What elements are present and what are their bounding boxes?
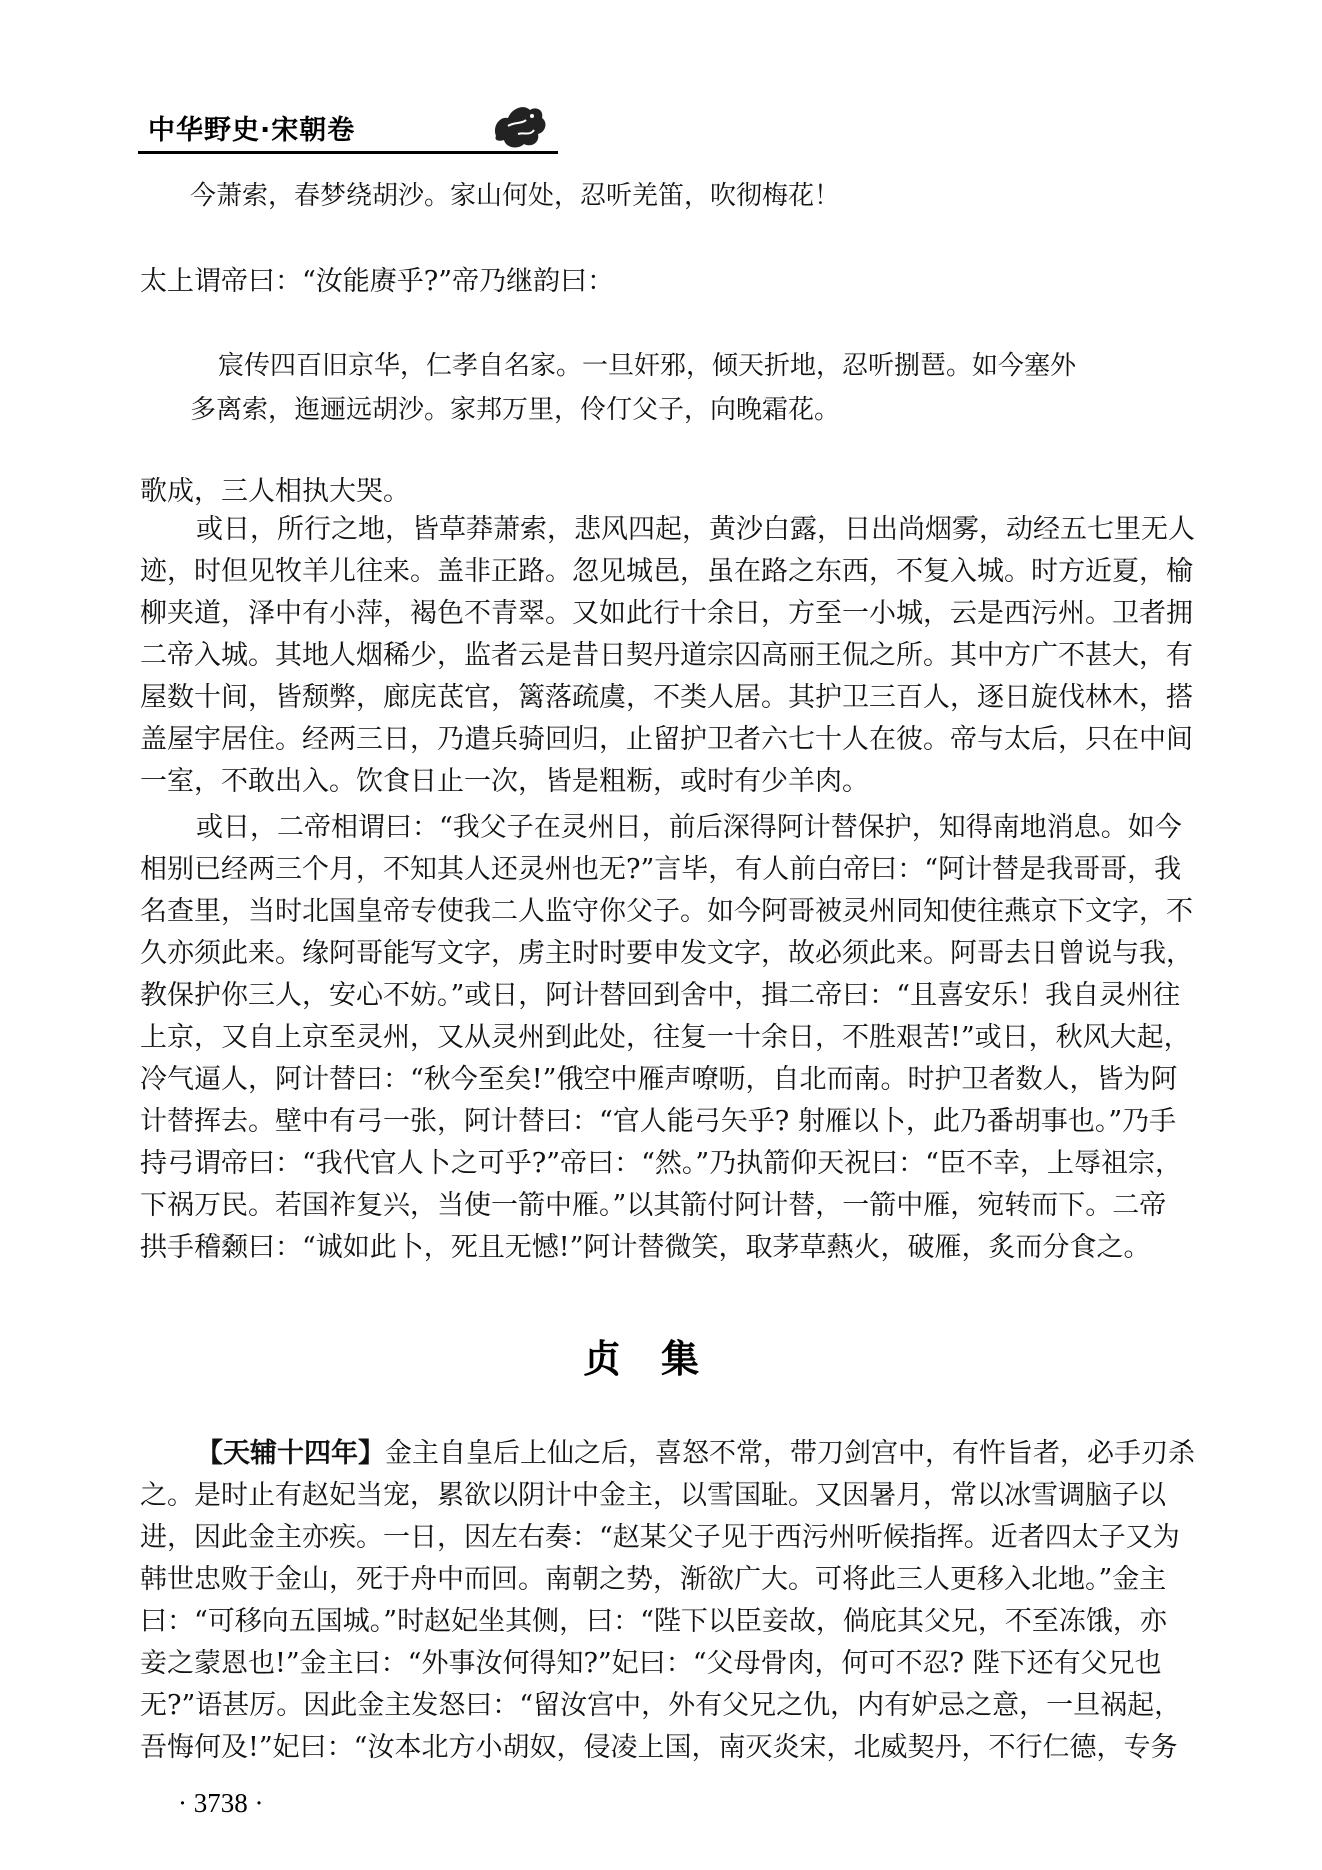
text-line: 拱手稽颡曰：“诚如此卜，死且无憾!”阿计替微笑，取茅草爇火，破雁，炙而分食之。 bbox=[140, 1232, 1151, 1263]
text-line: 盖屋宇居住。经两三日，乃遣兵骑回归，止留护卫者六七十人在彼。帝与太后，只在中间 bbox=[140, 724, 1193, 755]
after-poem-line: 歌成，三人相执大哭。 bbox=[140, 476, 410, 507]
page-number: · 3738 · bbox=[178, 1788, 264, 1818]
text-line: 迹，时但见牧羊儿往来。盖非正路。忽见城邑，虽在路之东西，不复入城。时方近夏，榆 bbox=[140, 556, 1193, 587]
text-line: 计替挥去。壁中有弓一张，阿计替曰：“官人能弓矢乎? 射雁以卜，此乃番胡事也。”乃手 bbox=[140, 1106, 1177, 1137]
poem-tail-line: 今萧索，春梦绕胡沙。家山何处，忍听羌笛，吹彻梅花！ bbox=[190, 181, 841, 211]
poem-line: 多离索，迤逦远胡沙。家邦万里，伶仃父子，向晚霜花。 bbox=[190, 395, 841, 425]
poem-line: 宸传四百旧京华，仁孝自名家。一旦奸邪，倾天折地，忍听捌琶。如今塞外 bbox=[218, 351, 1077, 381]
running-header bbox=[138, 96, 558, 160]
text-line-rest: 金主自皇后上仙之后，喜怒不常，带刀剑宫中，有忤旨者，必手刃杀 bbox=[385, 1438, 1195, 1469]
text-line: 柳夹道，泽中有小萍，褐色不青翠。又如此行十余日，方至一小城，云是西污州。卫者拥 bbox=[140, 598, 1193, 629]
text-line: 妾之蒙恩也!”金主曰：“外事汝何得知?”妃曰：“父母骨肉，何可不忍? 陛下还有父兄也 bbox=[140, 1648, 1162, 1679]
text-line: 进，因此金主亦疾。一日，因左右奏：“赵某父子见于西污州听候指挥。近者四太子又为 bbox=[140, 1522, 1180, 1553]
text-line: 相别已经两三个月，不知其人还灵州也无?”言毕，有人前白帝曰：“阿计替是我哥哥，我 bbox=[140, 854, 1182, 885]
text-line: 名查里，当时北国皇帝专使我二人监守你父子。如今阿哥被灵州同知使往燕京下文字，不 bbox=[140, 896, 1193, 927]
dragon-emblem-icon bbox=[488, 96, 550, 152]
section-title: 贞集 bbox=[582, 1337, 739, 1381]
text-line: 久亦须此来。缘阿哥能写文字，虏主时时要申发文字，故必须此来。阿哥去日曾说与我， bbox=[140, 938, 1193, 969]
text-line: 上京，又自上京至灵州，又从灵州到此处，往复一十余日，不胜艰苦!”或日，秋风大起， bbox=[140, 1022, 1191, 1053]
text-line: 曰：“可移向五国城。”时赵妃坐其侧，曰：“陛下以臣妾故，倘庇其父兄，不至冻饿，亦 bbox=[140, 1606, 1167, 1637]
intro-line: 太上谓帝曰：“汝能赓乎?”帝乃继韵曰： bbox=[140, 266, 615, 297]
text-line: 屋数十间，皆颓弊，廊庑茋官，篱落疏虞，不类人居。其护卫三百人，逐日旋伐林木，搭 bbox=[140, 682, 1193, 713]
text-line: 下祸万民。若国祚复兴，当使一箭中雁。”以其箭付阿计替，一箭中雁，宛转而下。二帝 bbox=[140, 1190, 1167, 1221]
running-header-title: 中华野史·宋朝卷 bbox=[148, 115, 356, 146]
text-line: 一室，不敢出入。饮食日止一次，皆是粗粝，或时有少羊肉。 bbox=[140, 766, 869, 797]
text-line: 韩世忠败于金山，死于舟中而回。南朝之势，渐欲广大。可将此三人更移入北地。”金主 bbox=[140, 1564, 1167, 1595]
text-line: 或日，二帝相谓曰：“我父子在灵州日，前后深得阿计替保护，知得南地消息。如今 bbox=[196, 812, 1182, 843]
text-line: 或日，所行之地，皆草莽萧索，悲风四起，黄沙白露，日出尚烟雾，动经五七里无人 bbox=[196, 514, 1195, 545]
text-line: 吾悔何及!”妃曰：“汝本北方小胡奴，侵凌上国，南灭炎宋，北威契丹，不行仁德，专务 bbox=[140, 1732, 1178, 1763]
text-line: 二帝入城。其地人烟稀少，监者云是昔日契丹道宗囚高丽王侃之所。其中方广不甚大，有 bbox=[140, 640, 1193, 671]
text-line: 教保护你三人，安心不妨。”或日，阿计替回到舍中，揖二帝曰：“且喜安乐！我自灵州往 bbox=[140, 980, 1181, 1011]
text-line bbox=[196, 1434, 1195, 1474]
header-rule bbox=[138, 151, 558, 154]
text-line: 无?”语甚厉。因此金主发怒曰：“留汝宫中，外有父兄之仇，内有妒忌之意，一旦祸起， bbox=[140, 1690, 1182, 1721]
year-term: 【天辅十四年】 bbox=[196, 1438, 385, 1469]
text-line: 之。是时止有赵妃当宠，累欲以阴计中金主，以雪国耻。又因暑月，常以冰雪调脑子以 bbox=[140, 1480, 1166, 1511]
text-line: 冷气逼人，阿计替曰：“秋今至矣!”俄空中雁声嘹呖，自北而南。时护卫者数人，皆为阿 bbox=[140, 1064, 1178, 1095]
text-line: 持弓谓帝曰：“我代官人卜之可乎?”帝曰：“然。”乃执箭仰天祝曰：“臣不幸，上辱祖宗， bbox=[140, 1148, 1182, 1179]
